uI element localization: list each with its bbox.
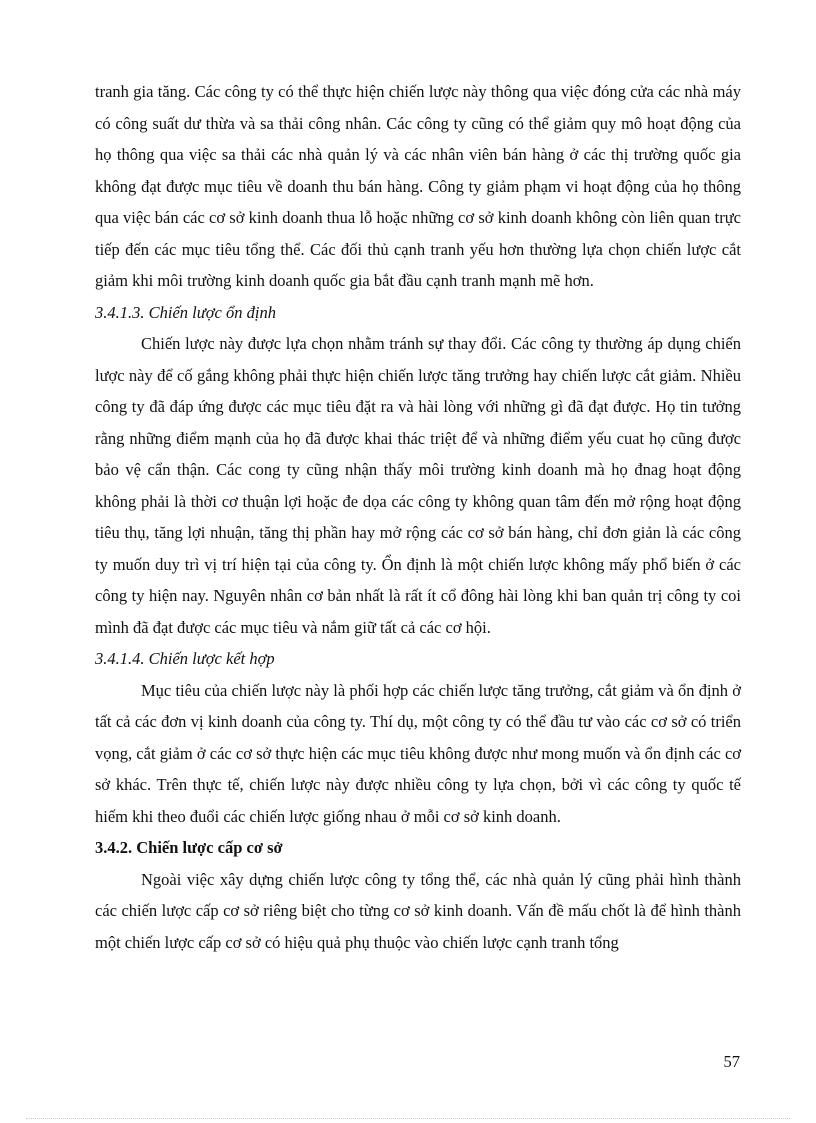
heading-stability-strategy: 3.4.1.3. Chiến lược ổn định — [95, 302, 276, 322]
page-number: 57 — [723, 1052, 740, 1071]
paragraph-combination-strategy: Mục tiêu của chiến lược này là phối hợp các chiến lược tăng trưởng, cắt giảm và ổn định ở tất cả các đơn vị kinh doanh của công ty. Thí dụ, một công ty có thể đầu tư vào các cơ sở có triển vọng, cắt giảm ở các cơ sở thực hiện các mục tiêu không được như mong muốn và ổn định các cơ sở khác. Trên thực tế, chiến lược này được nhiều công ty lựa chọn, bởi vì các công ty quốc tế hiếm khi theo đuổi các chiến lược giống nhau ở mỗi cơ sở kinh doanh. — [95, 680, 741, 826]
footer-divider — [26, 1118, 790, 1119]
paragraph-stability-strategy: Chiến lược này được lựa chọn nhằm tránh sự thay đổi. Các công ty thường áp dụng chiến lược này để cố gắng không phải thực hiện chiến lược tăng trưởng hay chiến lược cắt giảm. Nhiều công ty đã đáp ứng được các mục tiêu đặt ra và hài lòng với những gì đã đạt được. Họ tin tưởng rằng những điểm mạnh của họ đã được khai thác triệt để và những điểm yếu cuat họ cũng được bảo vệ cẩn thận. Các cong ty cũng nhận thấy môi trường kinh doanh mà họ đnag hoạt động không phải là thời cơ thuận lợi hoặc đe dọa các công ty không quan tâm đến mở rộng hoạt động tiêu thụ, tăng lợi nhuận, tăng thị phần hay mở rộng các cơ sở bán hàng, chỉ đơn giản là các công ty muốn duy trì vị trí hiện tại của công ty. Ổn định là một chiến lược không mấy phổ biến ở các công ty hiện nay. Nguyên nhân cơ bản nhất là rất ít cổ đông hài lòng khi ban quản trị công ty coi mình đã đạt được các mục tiêu và nắm giữ tất cả các cơ hội. — [95, 334, 741, 637]
document-page — [95, 76, 741, 958]
paragraph-retrenchment-continued: tranh gia tăng. Các công ty có thể thực hiện chiến lược này thông qua việc đóng cửa các nhà máy có công suất dư thừa và sa thải công nhân. Các công ty cũng có thể giảm quy mô hoạt động của họ thông qua việc sa thải các nhà quản lý và các nhân viên bán hàng ở các thị trường quốc gia không đạt được mục tiêu về doanh thu bán hàng. Công ty giảm phạm vi hoạt động của họ thông qua việc bán các cơ sở kinh doanh thua lỗ hoặc những cơ sở kinh doanh không còn liên quan trực tiếp đến các mục tiêu tổng thể. Các đối thủ cạnh tranh yếu hơn thường lựa chọn chiến lược cắt giảm khi môi trường kinh doanh quốc gia bắt đầu cạnh tranh mạnh mẽ hơn. — [95, 82, 741, 290]
heading-business-level-strategy: 3.4.2. Chiến lược cấp cơ sở — [95, 838, 283, 857]
heading-combination-strategy: 3.4.1.4. Chiến lược kết hợp — [95, 649, 275, 668]
paragraph-business-level-strategy: Ngoài việc xây dựng chiến lược công ty tổng thể, các nhà quản lý cũng phải hình thành các chiến lược cấp cơ sở riêng biệt cho từng cơ sở kinh doanh. Vấn đề mấu chốt là để hình thành một chiến lược cấp cơ sở có hiệu quả phụ thuộc vào chiến lược cạnh tranh tổng — [95, 869, 741, 952]
